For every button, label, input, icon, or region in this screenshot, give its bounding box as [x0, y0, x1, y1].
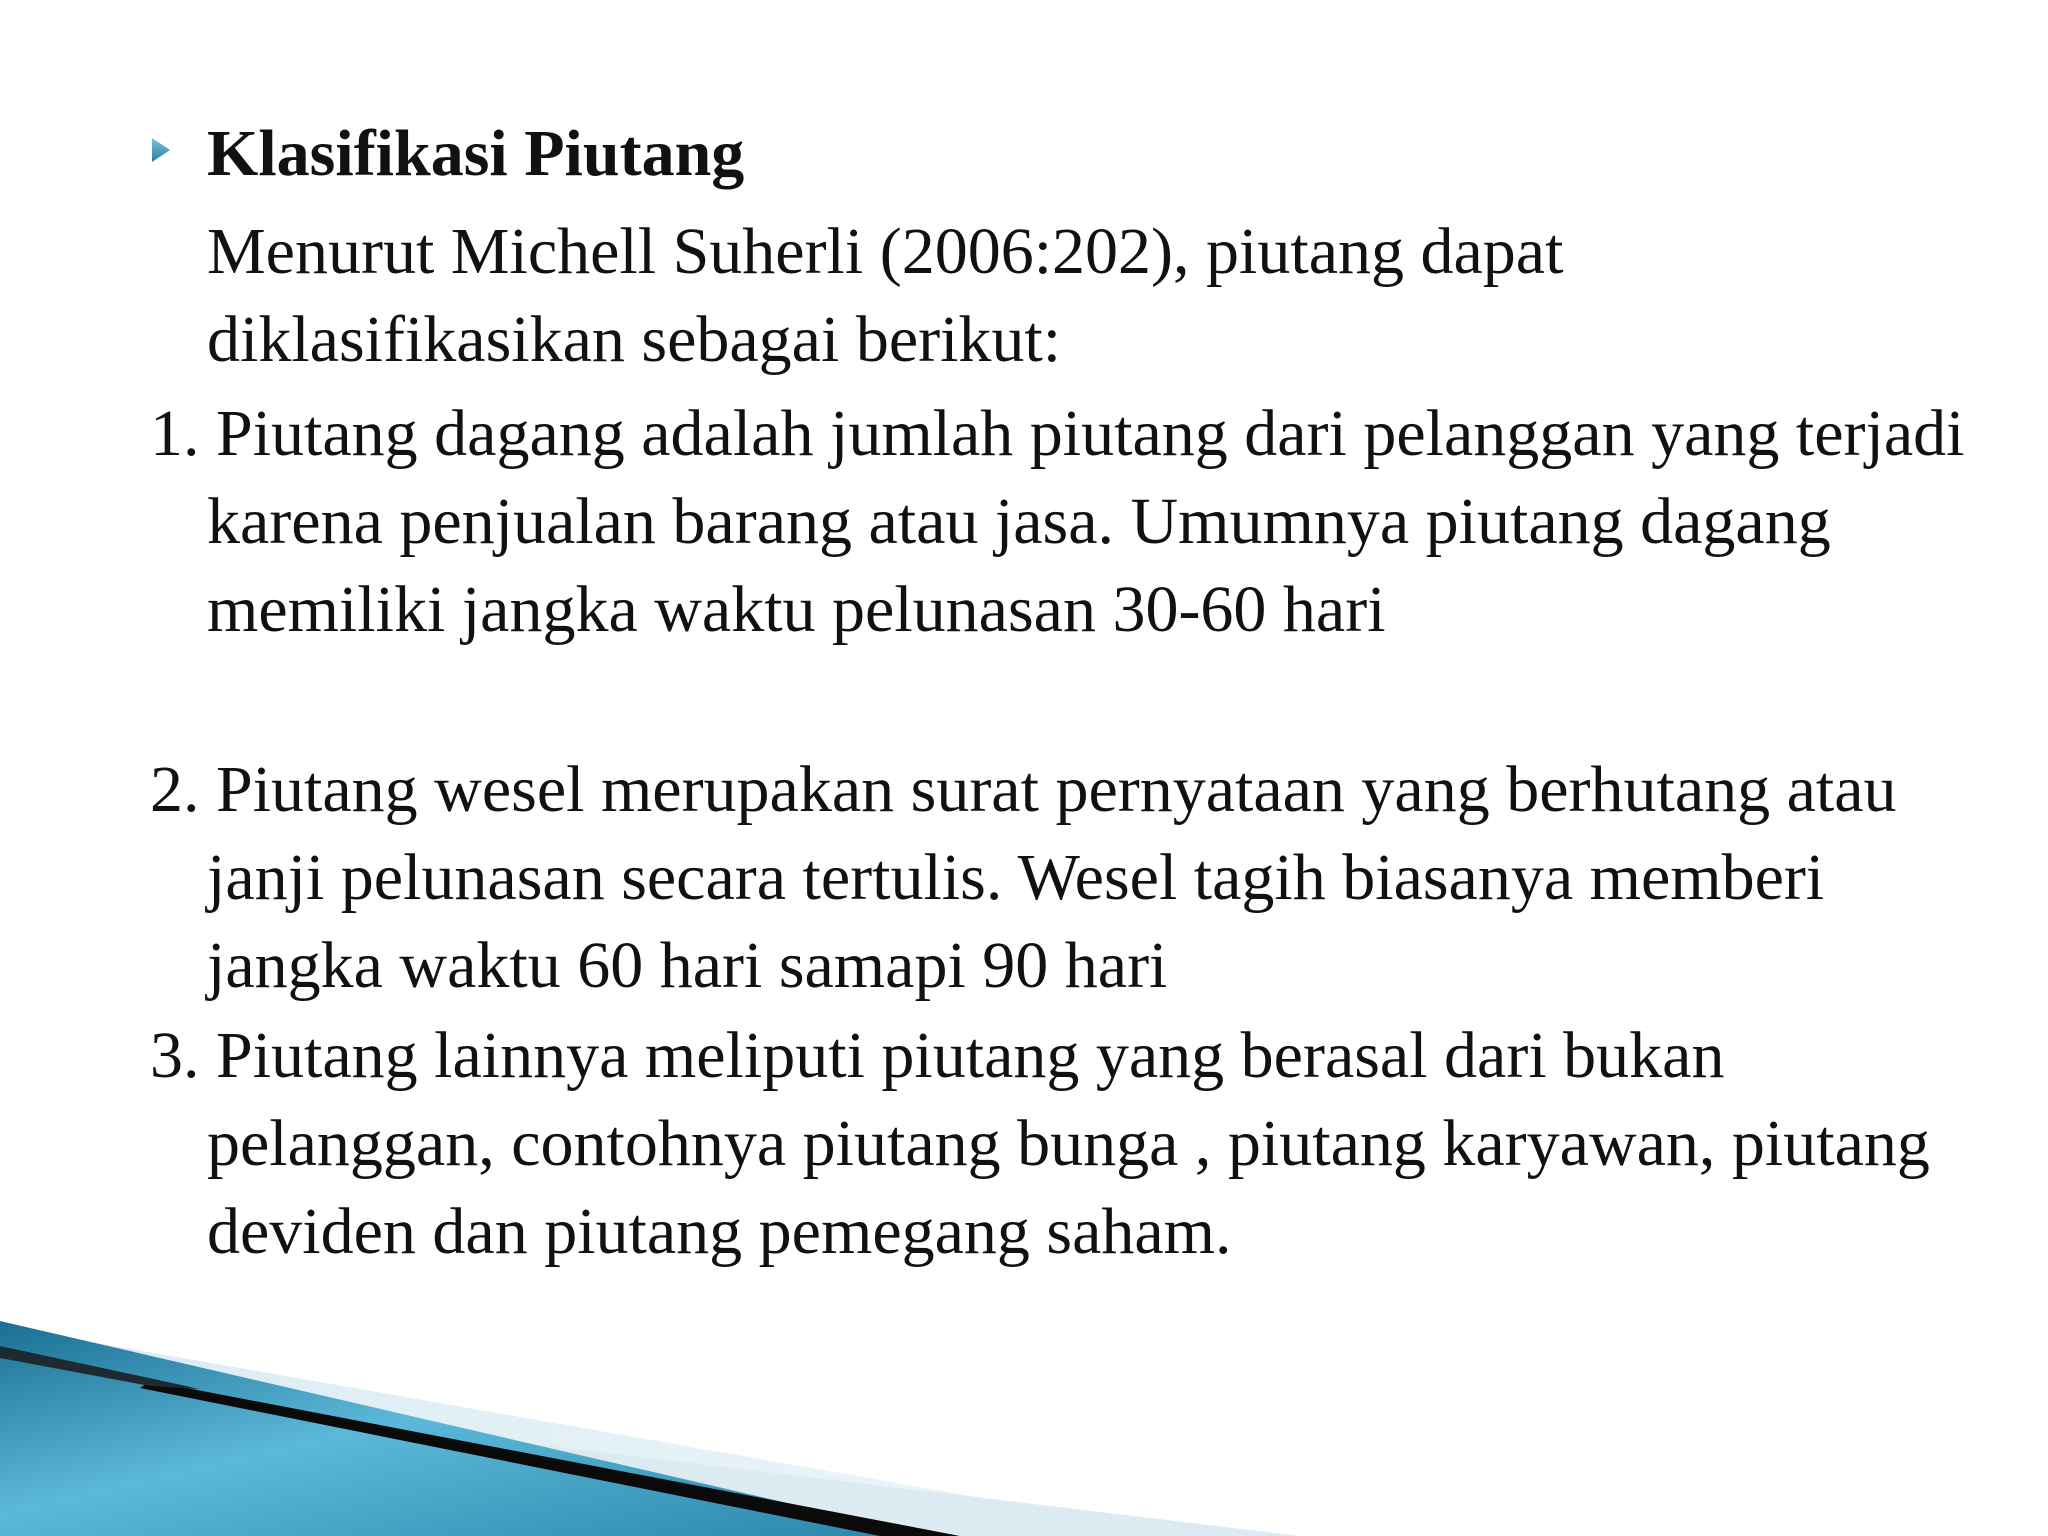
decorative-swoosh — [0, 1286, 2048, 1536]
list-item: 1. Piutang dagang adalah jumlah piutang dari pelanggan yang terjadi karena penjualan barang atau jasa. Umumnya piutang dagang memiliki jangka waktu pelunasan 30-60 hari — [150, 397, 1965, 646]
slide-heading: Klasifikasi Piutang — [207, 117, 745, 190]
list-item: 2. Piutang wesel merupakan surat pernyataan yang berhutang atau janji pelunasan secara tertulis. Wesel tagih biasanya memberi jangka waktu 60 hari samapi 90 hari — [150, 753, 1897, 1002]
intro-paragraph: Menurut Michell Suherli (2006:202), piutang dapat diklasifikasikan sebagai berikut: — [207, 215, 1564, 376]
triangle-right-icon — [150, 136, 172, 164]
list-item: 3. Piutang lainnya meliputi piutang yang berasal dari bukan pelanggan, contohnya piutang bunga , piutang karyawan, piutang deviden dan piutang pemegang saham. — [150, 1019, 1930, 1268]
